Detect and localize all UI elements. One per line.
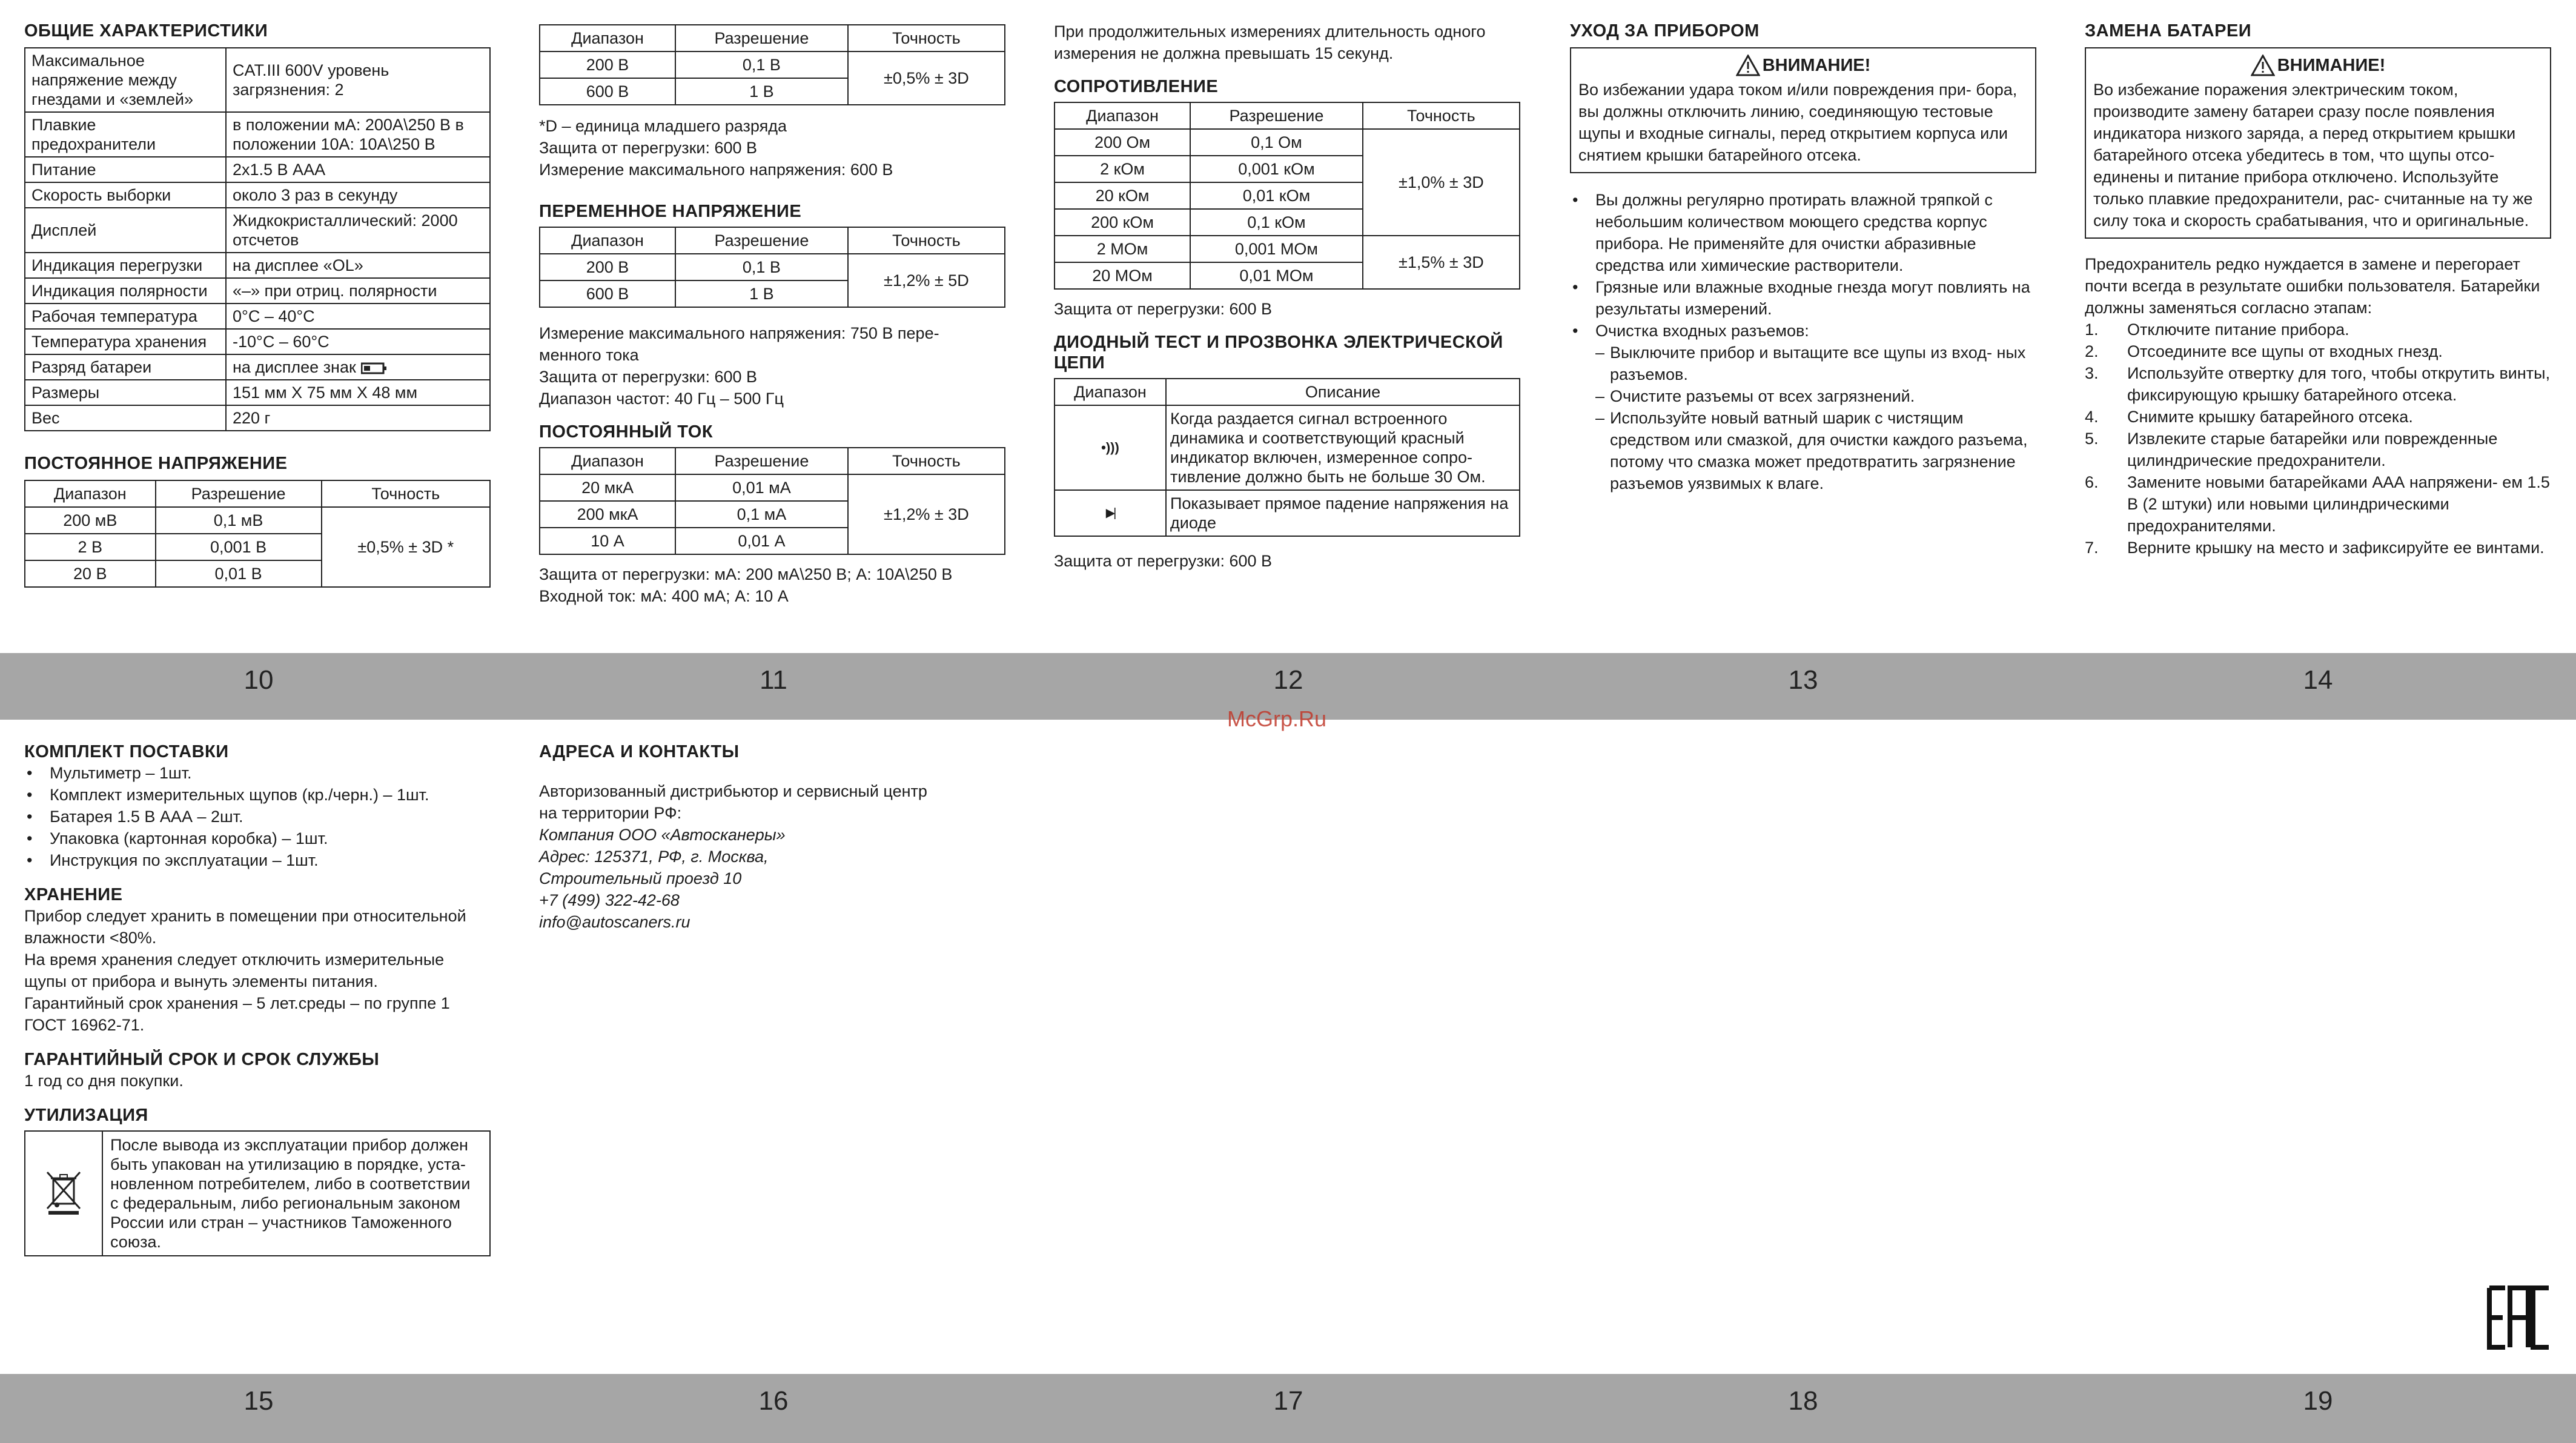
text-line: На время хранения следует отключить измерительные: [24, 950, 445, 969]
step-number: 4.: [2085, 408, 2099, 426]
diode-note: Защита от перегрузки: 600 В: [1054, 552, 1273, 570]
text-line: Авторизованный дистрибьютор и сервисный центр: [539, 782, 927, 800]
contacts-block: [539, 780, 1005, 933]
note-line: Измерение максимального напряжения: 600 В: [539, 161, 893, 179]
spec-name: Вес: [25, 405, 226, 431]
text-line: на территории РФ:: [539, 804, 682, 822]
cell-description: Когда раздается сигнал встроенного динамика и соответствующий красный индикатор включен, измеренное сопро- тивление должно быть не больше 30 Ом.: [1166, 405, 1520, 490]
spec-value: [226, 253, 490, 278]
spec-name: Плавкие предохранители: [25, 112, 226, 157]
weee-bin-icon: [25, 1131, 102, 1256]
col-accuracy: Точность: [848, 25, 1005, 51]
resistance-heading: СОПРОТИВЛЕНИЕ: [1054, 77, 1219, 96]
cell-resolution: 0,1 В: [675, 51, 848, 78]
spec-value: [226, 182, 490, 208]
cell-accuracy: ±1,2% ± 3D: [848, 474, 1005, 554]
diode-icon: ▶|: [1055, 490, 1166, 536]
list-item: • Упаковка (картонная коробка) – 1шт.: [24, 828, 491, 849]
page-16: [539, 741, 1005, 933]
eac-logo: [2486, 1284, 2552, 1351]
spec-value: [226, 157, 490, 182]
cell-resolution: 0,1 В: [675, 254, 848, 280]
cell-range: 200 кОм: [1055, 209, 1190, 236]
note-line: Защита от перегрузки: 600 В: [539, 139, 758, 157]
cell-range: 2 МОм: [1055, 236, 1190, 262]
cell-range: 20 МОм: [1055, 262, 1190, 289]
list-item: – Выключите прибор и вытащите все щупы из вход- ных разъемов.: [1595, 342, 2036, 385]
col-range: Диапазон: [540, 227, 675, 254]
spec-value: [226, 112, 490, 157]
list-item: [2085, 406, 2551, 428]
col-range: Диапазон: [25, 480, 156, 507]
cell-resolution: 0,01 В: [156, 560, 322, 587]
dc-current-table: [539, 447, 1005, 555]
table-row: [25, 329, 490, 354]
spec-value-text: «–» при отриц. полярности: [233, 282, 437, 300]
warning-icon: [1736, 55, 1760, 76]
step-number: 7.: [2085, 539, 2099, 557]
text-line: влажности <80%.: [24, 929, 157, 947]
spec-name: Рабочая температура: [25, 304, 226, 329]
list-item: • Комплект измерительных щупов (кр./черн.) – 1шт.: [24, 784, 491, 806]
resistance-table: [1054, 102, 1520, 290]
note-line: Входной ток: мА: 400 мА; А: 10 А: [539, 587, 789, 605]
table-row: [25, 1131, 490, 1256]
cell-accuracy: ±1,0% ± 3D: [1363, 129, 1520, 236]
list-item: – Используйте новый ватный шарик с чистящим средством или смазкой, для очистки каждого разъема, потому что смазка может предотвратить загрязнение разъемов уязвимых к влаге.: [1595, 407, 2036, 494]
address-line: Строительный проезд 10: [539, 869, 742, 887]
storage-heading: ХРАНЕНИЕ: [24, 885, 123, 904]
col-accuracy: Точность: [1363, 102, 1520, 129]
col-range: Диапазон: [1055, 102, 1190, 129]
warning-title: [2093, 55, 2543, 76]
col-accuracy: Точность: [848, 448, 1005, 474]
table-row: [1055, 129, 1520, 156]
battery-intro: Предохранитель редко нуждается в замене и перегорает почти всегда в результате ошибки пользователя. Батарейки должны заменяться согласно этапам:: [2085, 255, 2540, 317]
disposal-text: После вывода из эксплуатации прибор должен быть упакован на утилизацию в порядке, уста- новленном потребителем, либо в соответствии с федеральным, либо региональным законом России или стран – участников Таможенного союза.: [102, 1131, 490, 1256]
table-row: [25, 278, 490, 304]
list-item: • Грязные или влажные входные гнезда могут повлиять на результаты измерений.: [1570, 276, 2036, 320]
spec-value-text: Жидкокристаллический: 2000 отсчетов: [233, 211, 458, 249]
spec-value-text: на дисплее знак: [233, 358, 356, 376]
spec-name: Дисплей: [25, 208, 226, 253]
watermark: McGrp.Ru: [1227, 706, 1327, 731]
continuity-icon: •))): [1055, 405, 1166, 490]
spec-value-text: 151 мм Х 75 мм Х 48 мм: [233, 383, 418, 402]
cell-resolution: 0,1 мВ: [156, 507, 322, 534]
col-resolution: Разрешение: [675, 25, 848, 51]
warranty-heading: ГАРАНТИЙНЫЙ СРОК И СРОК СЛУЖБЫ: [24, 1050, 380, 1069]
cell-resolution: 0,001 В: [156, 534, 322, 560]
spec-value: [226, 405, 490, 431]
page-15: [24, 741, 491, 1256]
list-item: • Мультиметр – 1шт.: [24, 762, 491, 784]
cell-range: 600 В: [540, 280, 675, 307]
cell-range: 20 мкА: [540, 474, 675, 501]
cell-accuracy: ±0,5% ± 3D: [848, 51, 1005, 105]
spec-value-text: около 3 раз в секунду: [233, 186, 398, 204]
table-row: [25, 48, 490, 112]
step-text: Отсоедините все щупы от входных гнезд.: [2127, 342, 2443, 360]
warning-text: Во избежании удара током и/или повреждения при- бора, вы должны отключить линию, соединяющую тестовые щупы и входные сигналы, перед открытием корпуса или снятием крышки батарейного отсека.: [1578, 81, 2018, 164]
battery-icon: [361, 362, 388, 375]
notes-ac: [539, 322, 1005, 410]
spec-value-text: -10°С – 60°С: [233, 333, 329, 351]
page-number: 16: [758, 1386, 789, 1416]
ac-voltage-heading: ПЕРЕМЕННОЕ НАПРЯЖЕНИЕ: [539, 202, 802, 221]
col-resolution: Разрешение: [675, 227, 848, 254]
note-line: Диапазон частот: 40 Гц – 500 Гц: [539, 390, 784, 408]
col-resolution: Разрешение: [675, 448, 848, 474]
cell-description: Показывает прямое падение напряжения на диоде: [1166, 490, 1520, 536]
note-line: менного тока: [539, 346, 639, 364]
step-text: Замените новыми батарейками ААА напряжени- ем 1.5 В (2 штуки) или новыми цилиндрическими предохранителями.: [2127, 473, 2550, 535]
intro-line: При продолжительных измерениях длительность одного: [1054, 22, 1486, 41]
cell-range: 2 В: [25, 534, 156, 560]
general-specs-table: [24, 47, 491, 431]
col-accuracy: Точность: [322, 480, 490, 507]
page-number: 17: [1273, 1386, 1303, 1416]
table-row: [540, 254, 1005, 280]
spec-value-text: в положении мА: 200А\250 В в положении 10А: 10А\250 В: [233, 116, 464, 153]
note-line: Защита от перегрузки: 600 В: [539, 368, 758, 386]
dc-voltage-heading: ПОСТОЯННОЕ НАПРЯЖЕНИЕ: [24, 454, 288, 473]
spec-value-text: 0°С – 40°С: [233, 307, 315, 325]
col-description: Описание: [1166, 379, 1520, 405]
list-item: • Очистка входных разъемов:: [1570, 320, 2036, 342]
list-item: • Инструкция по эксплуатации – 1шт.: [24, 849, 491, 871]
battery-heading: ЗАМЕНА БАТАРЕИ: [2085, 21, 2252, 41]
table-row: [1055, 236, 1520, 262]
phone-number: +7 (499) 322-42-68: [539, 891, 680, 909]
kit-list: [24, 762, 491, 871]
step-text: Извлеките старые батарейки или поврежденные цилиндрические предохранители.: [2127, 430, 2498, 469]
warning-title-text: ВНИМАНИЕ!: [1762, 55, 1871, 75]
list-item: [2085, 319, 2551, 340]
page-number: 10: [243, 665, 274, 695]
table-row: [25, 304, 490, 329]
cleaning-steps: [1570, 342, 2036, 494]
table-row: [540, 51, 1005, 78]
table-row: [540, 474, 1005, 501]
cell-resolution: 0,01 А: [675, 528, 848, 554]
list-item: • Вы должны регулярно протирать влажной тряпкой с небольшим количеством моющего средства корпус прибора. Не применяйте для очистки абразивные средства или химические растворители.: [1570, 189, 2036, 276]
spec-value: [226, 208, 490, 253]
col-range: Диапазон: [1055, 379, 1166, 405]
text-line: Гарантийный срок хранения – 5 лет.среды – по группе 1: [24, 994, 450, 1012]
note-line: Измерение максимального напряжения: 750 В пере-: [539, 324, 939, 342]
page-number: 14: [2303, 665, 2333, 695]
page-13: [1570, 21, 2036, 494]
ac-voltage-table: [539, 227, 1005, 308]
cell-accuracy: ±0,5% ± 3D *: [322, 507, 490, 587]
page-12: [1054, 21, 1520, 572]
step-number: 6.: [2085, 473, 2099, 491]
table-row: [25, 354, 490, 380]
resistance-note: Защита от перегрузки: 600 В: [1054, 300, 1273, 318]
list-item: [2085, 471, 2551, 537]
list-item: – Очистите разъемы от всех загрязнений.: [1595, 385, 2036, 407]
text-line: ГОСТ 16962-71.: [24, 1016, 145, 1034]
kit-heading: КОМПЛЕКТ ПОСТАВКИ: [24, 742, 229, 761]
cell-range: 600 В: [540, 78, 675, 105]
general-specs-heading: ОБЩИЕ ХАРАКТЕРИСТИКИ: [24, 21, 268, 41]
table-row: [25, 182, 490, 208]
cell-resolution: 0,01 кОм: [1190, 182, 1363, 209]
cell-range: 2 кОм: [1055, 156, 1190, 182]
spec-name: Максимальное напряжение между гнездами и «землей»: [25, 48, 226, 112]
notes-dc: [539, 115, 1005, 181]
cell-range: 200 В: [540, 51, 675, 78]
warranty-text: 1 год со дня покупки.: [24, 1072, 184, 1090]
list-item: [2085, 340, 2551, 362]
spec-name: Индикация полярности: [25, 278, 226, 304]
spec-name: Разряд батареи: [25, 354, 226, 380]
spec-name: Температура хранения: [25, 329, 226, 354]
spec-name: Скорость выборки: [25, 182, 226, 208]
table-row: [1055, 405, 1520, 490]
list-item: • Батарея 1.5 В ААА – 2шт.: [24, 806, 491, 828]
cell-range: 200 Ом: [1055, 129, 1190, 156]
col-accuracy: Точность: [848, 227, 1005, 254]
spec-value-text: на дисплее «OL»: [233, 256, 363, 274]
warning-title: [1578, 55, 2028, 76]
text-line: щупы от прибора и вынуть элементы питания.: [24, 972, 378, 990]
table-row: [25, 405, 490, 431]
table-row: [25, 157, 490, 182]
diode-heading: ДИОДНЫЙ ТЕСТ И ПРОЗВОНКА ЭЛЕКТРИЧЕСКОЙ ЦЕПИ: [1054, 333, 1503, 373]
col-resolution: Разрешение: [1190, 102, 1363, 129]
spec-value-text: 2х1.5 В ААА: [233, 161, 326, 179]
cell-range: 200 мВ: [25, 507, 156, 534]
cell-resolution: 0,1 кОм: [1190, 209, 1363, 236]
cell-resolution: 0,01 мА: [675, 474, 848, 501]
step-text: Используйте отвертку для того, чтобы открутить винты, фиксирующую крышку батарейного отсека.: [2127, 364, 2551, 404]
list-item: [2085, 537, 2551, 559]
cell-resolution: 1 В: [675, 78, 848, 105]
page-10: [24, 21, 491, 588]
step-number: 5.: [2085, 430, 2099, 448]
battery-steps: [2085, 319, 2551, 559]
table-row: [25, 507, 490, 534]
step-number: 1.: [2085, 320, 2099, 339]
spec-value: [226, 329, 490, 354]
warning-title-text: ВНИМАНИЕ!: [2277, 55, 2386, 75]
cell-resolution: 0,1 Ом: [1190, 129, 1363, 156]
cell-range: 200 В: [540, 254, 675, 280]
page-number: 11: [760, 665, 787, 695]
text-line: Прибор следует хранить в помещении при относительной: [24, 907, 466, 925]
spec-name: Индикация перегрузки: [25, 253, 226, 278]
col-range: Диапазон: [540, 448, 675, 474]
note-line: Защита от перегрузки: мА: 200 мА\250 В; А: 10А\250 В: [539, 565, 953, 583]
page-number: 13: [1788, 665, 1818, 695]
spec-value-text: CAT.III 600V уровень загрязнения: 2: [233, 61, 389, 99]
spec-value: [226, 304, 490, 329]
spec-name: Размеры: [25, 380, 226, 405]
page-11: [539, 24, 1005, 607]
table-row: [25, 253, 490, 278]
list-item: [2085, 362, 2551, 406]
cell-range: 20 В: [25, 560, 156, 587]
disposal-table: [24, 1130, 491, 1256]
table-row: [25, 380, 490, 405]
warning-box: [2085, 47, 2551, 239]
cell-resolution: 1 В: [675, 280, 848, 307]
page-number: 15: [243, 1386, 274, 1416]
list-item: [2085, 428, 2551, 471]
note-line: *D – единица младшего разряда: [539, 117, 787, 135]
col-resolution: Разрешение: [156, 480, 322, 507]
step-number: 2.: [2085, 342, 2099, 360]
care-list: [1570, 189, 2036, 342]
notes-current: [539, 563, 1005, 607]
cell-accuracy: ±1,5% ± 3D: [1363, 236, 1520, 289]
page-number: 19: [2303, 1386, 2333, 1416]
diode-table: [1054, 378, 1520, 537]
dc-current-heading: ПОСТОЯННЫЙ ТОК: [539, 422, 714, 442]
warning-text: Во избежание поражения электрическим током, производите замену батареи сразу после появления индикатора низкого заряда, а перед открытием крышки батарейного отсека убедитесь в том, что щупы отсо- единены и питание прибора отключено. Используйте только плавкие предохранители, рас- считанные на ту же силу тока и скорость срабатывания, что и оригинальные.: [2093, 81, 2533, 230]
dc-voltage-table: [24, 480, 491, 588]
email-address: info@autoscaners.ru: [539, 913, 690, 931]
table-row: [25, 112, 490, 157]
step-number: 3.: [2085, 364, 2099, 382]
table-row: [1055, 490, 1520, 536]
step-text: Верните крышку на место и зафиксируйте ее винтами.: [2127, 539, 2545, 557]
step-text: Отключите питание прибора.: [2127, 320, 2349, 339]
cell-range: 20 кОм: [1055, 182, 1190, 209]
spec-value: [226, 48, 490, 112]
warning-icon: [2251, 55, 2275, 76]
col-range: Диапазон: [540, 25, 675, 51]
intro-line: измерения не должна превышать 15 секунд.: [1054, 44, 1394, 62]
page-number: 18: [1788, 1386, 1818, 1416]
spec-value: [226, 380, 490, 405]
spec-value: [226, 354, 490, 380]
company-name: Компания ООО «Автосканеры»: [539, 826, 786, 844]
spec-value: [226, 278, 490, 304]
spec-name: Питание: [25, 157, 226, 182]
table-row: [25, 208, 490, 253]
contacts-heading: АДРЕСА И КОНТАКТЫ: [539, 742, 740, 761]
address-line: Адрес: 125371, РФ, г. Москва,: [539, 848, 769, 866]
disposal-heading: УТИЛИЗАЦИЯ: [24, 1106, 148, 1125]
warning-box: [1570, 47, 2036, 173]
spec-value-text: 220 г: [233, 409, 271, 427]
cell-accuracy: ±1,2% ± 5D: [848, 254, 1005, 307]
step-text: Снимите крышку батарейного отсека.: [2127, 408, 2413, 426]
page-number: 12: [1273, 665, 1303, 695]
cell-resolution: 0,001 МОм: [1190, 236, 1363, 262]
storage-text: [24, 905, 491, 1036]
cell-resolution: 0,01 МОм: [1190, 262, 1363, 289]
cell-range: 200 мкА: [540, 501, 675, 528]
cell-range: 10 А: [540, 528, 675, 554]
page-14: [2085, 21, 2551, 559]
voltage-continued-table: [539, 24, 1005, 105]
care-heading: УХОД ЗА ПРИБОРОМ: [1570, 21, 1760, 41]
cell-resolution: 0,001 кОм: [1190, 156, 1363, 182]
cell-resolution: 0,1 мА: [675, 501, 848, 528]
